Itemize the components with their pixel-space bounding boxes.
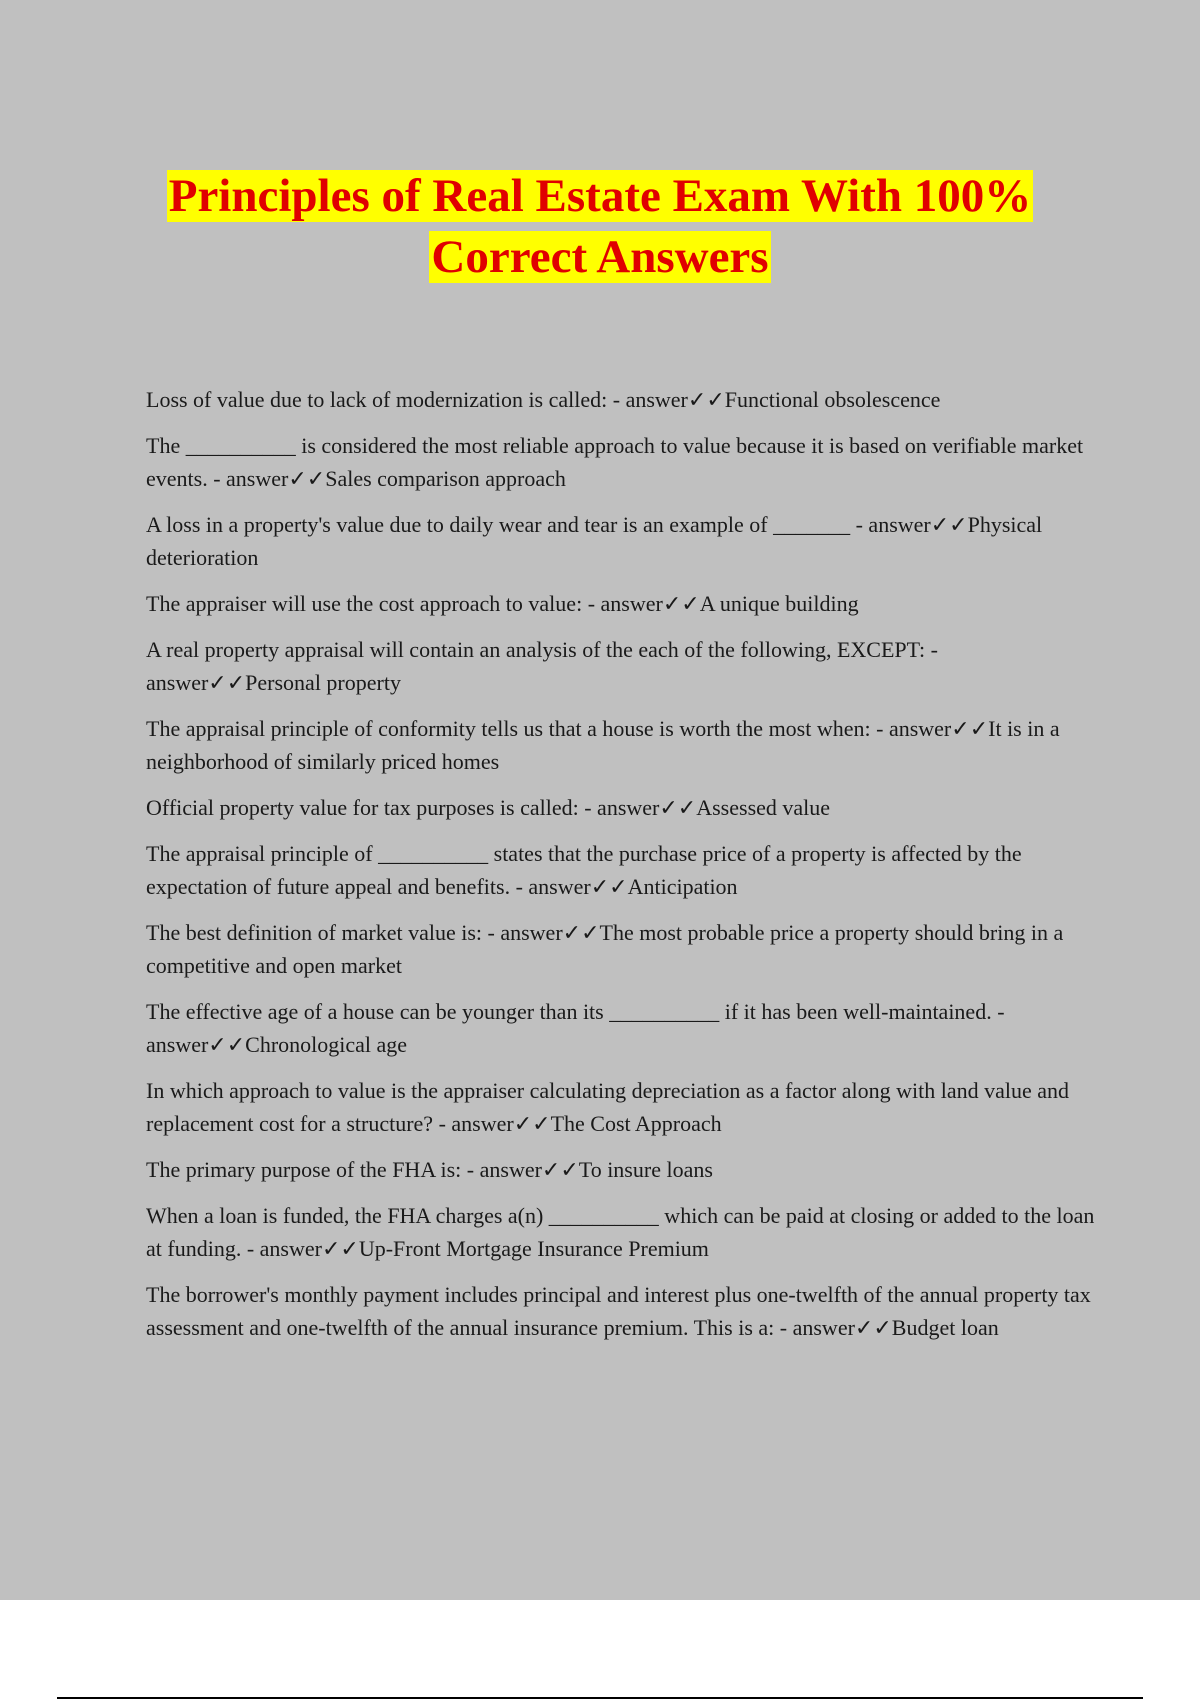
qa-item <box>146 383 1096 416</box>
answer-text: Assessed value <box>696 795 831 820</box>
answer-text: The most probable price a property should bring in a competitive and open market <box>146 920 1064 978</box>
qa-item <box>146 791 1096 824</box>
question-text: The appraiser will use the cost approach to value: <box>146 591 583 616</box>
answer-marker: - answer✓✓ <box>850 512 968 537</box>
answer-marker: - answer✓✓ <box>774 1315 892 1340</box>
question-text: When a loan is funded, the FHA charges a(n) __________ which can be paid at closing or added to the loan at funding. <box>146 1203 1095 1261</box>
question-text: The effective age of a house can be younger than its __________ if it has been well-maintained. <box>146 999 992 1024</box>
footer-divider <box>57 1697 1143 1699</box>
answer-text: Chronological age <box>245 1032 408 1057</box>
answer-marker: - answer✓✓ <box>578 795 697 820</box>
answer-marker: - answer✓✓ <box>207 466 326 491</box>
qa-item <box>146 916 1096 982</box>
answer-text: Up-Front Mortgage Insurance Premium <box>358 1236 709 1261</box>
answer-text: Sales comparison approach <box>325 466 566 491</box>
answer-marker: - answer✓✓ <box>510 874 628 899</box>
answer-text: To insure loans <box>578 1157 713 1182</box>
answer-marker: - answer✓✓ <box>146 999 1005 1057</box>
qa-item <box>146 837 1096 903</box>
page-title <box>100 166 1100 288</box>
answer-marker: - answer✓✓ <box>146 637 938 695</box>
qa-item <box>146 429 1096 495</box>
title-line-1: Principles of Real Estate Exam With 100% <box>168 170 1032 222</box>
answer-text: Functional obsolescence <box>724 387 941 412</box>
answer-text: Personal property <box>245 670 401 695</box>
question-text: The appraisal principle of conformity tells us that a house is worth the most when: <box>146 716 871 741</box>
answer-marker: - answer✓✓ <box>433 1111 551 1136</box>
question-text: The __________ is considered the most reliable approach to value because it is based on verifiable market events. <box>146 433 1084 491</box>
answer-marker: - answer✓✓ <box>607 387 725 412</box>
answer-marker: - answer✓✓ <box>870 716 989 741</box>
answer-marker: - answer✓✓ <box>461 1157 579 1182</box>
question-text: In which approach to value is the appraiser calculating depreciation as a factor along with land value and replacement cost for a structure? <box>146 1078 1070 1136</box>
qa-item <box>146 1278 1096 1344</box>
question-text: Loss of value due to lack of modernization is called: <box>146 387 608 412</box>
qa-item <box>146 633 1096 699</box>
answer-text: Physical deterioration <box>146 512 1043 570</box>
answer-text: The Cost Approach <box>550 1111 722 1136</box>
question-text: A loss in a property's value due to daily wear and tear is an example of _______ <box>146 512 851 537</box>
answer-text: It is in a neighborhood of similarly priced homes <box>146 716 1060 774</box>
question-text: The best definition of market value is: <box>146 920 483 945</box>
question-text: Official property value for tax purposes is called: <box>146 795 579 820</box>
question-text: A real property appraisal will contain an analysis of the each of the following, EXCEPT: <box>146 637 926 662</box>
answer-text: A unique building <box>699 591 859 616</box>
qa-item <box>146 1199 1096 1265</box>
qa-item <box>146 712 1096 778</box>
answer-text: Budget loan <box>891 1315 999 1340</box>
answer-marker: - answer✓✓ <box>582 591 700 616</box>
qa-item <box>146 508 1096 574</box>
answer-text: Anticipation <box>627 874 738 899</box>
question-answer-list <box>146 383 1096 1357</box>
title-line-2: Correct Answers <box>431 231 769 283</box>
question-text: The primary purpose of the FHA is: <box>146 1157 462 1182</box>
qa-item <box>146 1074 1096 1140</box>
question-text: The appraisal principle of __________ states that the purchase price of a property is affected by the expectation of future appeal and benefits. <box>146 841 1022 899</box>
answer-marker: - answer✓✓ <box>241 1236 359 1261</box>
qa-item <box>146 995 1096 1061</box>
qa-item <box>146 1153 1096 1186</box>
qa-item <box>146 587 1096 620</box>
answer-marker: - answer✓✓ <box>482 920 600 945</box>
question-text: The borrower's monthly payment includes principal and interest plus one-twelfth of the annual property tax assessment and one-twelfth of the annual insurance premium. This is a: <box>146 1282 1091 1340</box>
